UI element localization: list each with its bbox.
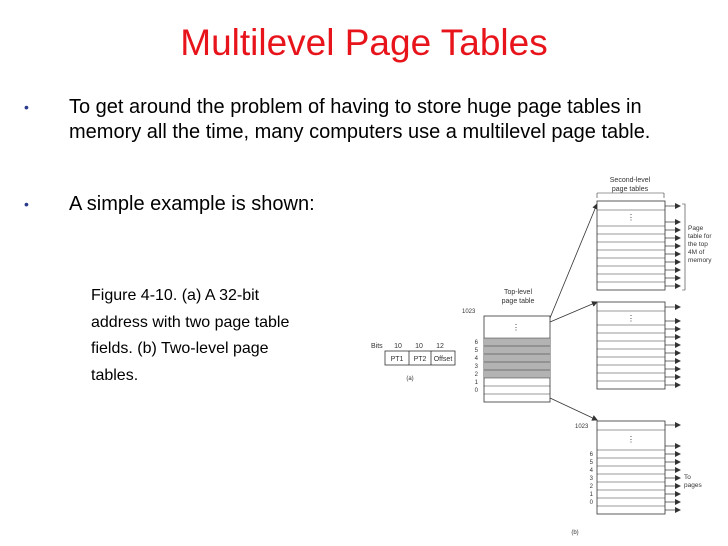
index-label: 1 — [589, 492, 593, 498]
pt2-field: PT2 — [413, 356, 427, 363]
index-label: 6 — [474, 340, 478, 346]
top-level-label: page table — [501, 298, 535, 305]
index-label: 0 — [474, 388, 478, 394]
note-line: Page — [688, 225, 704, 232]
figure-a-label: (a) — [406, 376, 414, 382]
bit-count: 12 — [436, 343, 444, 350]
note-line: 4M of — [688, 249, 705, 256]
note-line: table for — [688, 233, 712, 240]
second-level-table — [597, 302, 680, 389]
second-level-table — [597, 201, 680, 290]
ellipsis: ⋮ — [627, 314, 635, 323]
page-table-note — [688, 225, 712, 264]
bit-count: 10 — [394, 343, 402, 350]
index-label: 1 — [474, 380, 478, 386]
index-label: 1023 — [462, 309, 476, 315]
ellipsis: ⋮ — [627, 435, 635, 444]
index-label: 1023 — [575, 424, 589, 430]
bits-label: Bits — [371, 343, 383, 350]
bullet-text-2: A simple example is shown: — [69, 193, 315, 215]
offset-field: Offset — [433, 356, 453, 363]
index-label: 3 — [589, 476, 593, 482]
bullet-marker: • — [24, 196, 29, 212]
top-level-table — [462, 309, 550, 402]
figure-b-label: (b) — [571, 530, 579, 536]
note-line: memory — [688, 257, 712, 264]
index-label: 4 — [474, 356, 478, 362]
index-label: 0 — [589, 500, 593, 506]
second-level-table — [575, 421, 680, 514]
caption-line: Figure 4-10. (a) A 32-bit — [91, 287, 260, 304]
index-label: 4 — [589, 468, 593, 474]
ellipsis: ⋮ — [627, 213, 635, 222]
index-label: 5 — [589, 460, 593, 466]
top-level-label: Top-level — [503, 289, 533, 296]
index-label: 5 — [474, 348, 478, 354]
to-pages-note — [684, 474, 702, 489]
slide-title: Multilevel Page Tables — [180, 22, 548, 63]
index-label: 3 — [474, 364, 478, 370]
bullet-text-1: To get around the problem of having to store huge page tables in memory all the time, many computers use a multilevel page table. — [69, 96, 651, 143]
caption-line: address with two page table — [91, 313, 290, 331]
note-line: To — [684, 474, 691, 481]
note-line: the top — [688, 241, 708, 248]
second-level-label: page tables — [611, 186, 649, 193]
caption-line: fields. (b) Two-level page — [91, 340, 269, 357]
pt1-field: PT1 — [390, 356, 404, 363]
caption-line: tables. — [91, 366, 139, 384]
note-line: pages — [684, 482, 702, 489]
bullet-marker: • — [24, 99, 29, 115]
ellipsis: ⋮ — [512, 323, 520, 332]
index-label: 2 — [474, 372, 478, 378]
index-label: 2 — [589, 484, 593, 490]
second-level-label: Second-level — [609, 177, 651, 184]
address-format — [371, 343, 455, 382]
bit-count: 10 — [415, 343, 423, 350]
index-label: 6 — [589, 452, 593, 458]
